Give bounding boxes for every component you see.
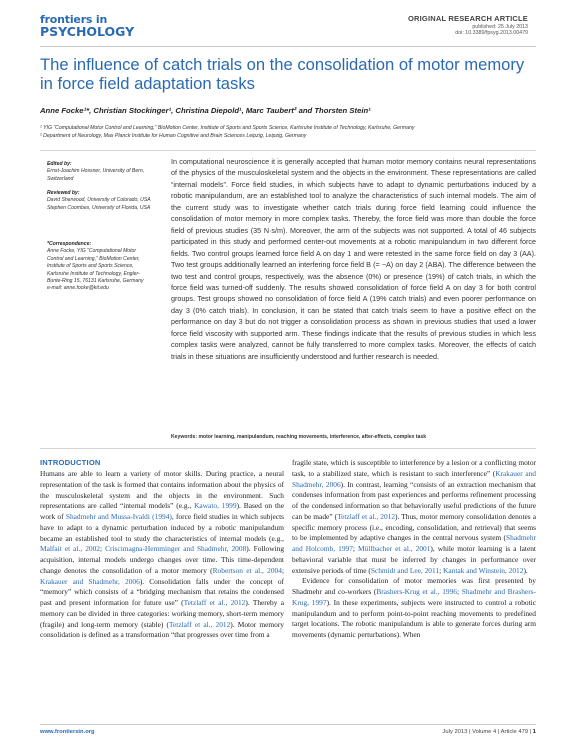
citation-link[interactable]: Criscimagna-Hemminger and Shadmehr, 2008 [105,544,247,554]
text-run: ). Consolidation falls under the concept of “memory” which consists of a “bridging mechanism that retains the condensed past and present information for future use” ( [40,576,284,607]
reviewed-by-heading: Reviewed by: [47,190,80,196]
affiliation-2: ² Department of Neurology, Max Planck Institute for Human Cognitive and Brain Sciences Leipzig, Leipzig, Germany [40,132,307,139]
correspondence-email[interactable]: e-mail: anne.focke@kit.edu [47,285,109,292]
correspondence-block [47,241,151,293]
citation-link[interactable]: Kawato, 1999 [194,501,237,511]
text-run: ). Thereby a memory can be divided in three categories: working memory, short-term memory (fragile) and long-term memory (stable) ( [40,598,284,629]
reviewed-by-block [47,190,151,212]
affiliations [40,125,540,140]
correspondence-heading: *Correspondence: [47,241,92,247]
text-run: ; [439,565,443,575]
footer-issue-info [443,729,536,735]
citation-link[interactable]: Tetzlaff et al., 2012 [168,619,231,629]
citation-link[interactable]: Müllbacher et al., 2001 [358,544,431,553]
text-run: ). [523,565,528,575]
text-run: ). Motor memory consolidation is defined as a transformation “that progresses over time from a [40,619,284,640]
article-type: ORIGINAL RESEARCH ARTICLE [407,14,528,23]
body-column-right [292,458,536,641]
abstract: In computational neuroscience it is generally accepted that human motor memory contains neural representations of the physics of the musculoskeletal system and the objects in the environment. These representations are called “internal models”. Force field studies, in which subjects have to adapt to dynamic perturbations induced by a robotic manipulandum, are an established tool to analyze the characteristics of such internal models. The aim of the current study was to investigate whether catch trials during force field learning could influence the consolidation of motor memory in more complex tasks. Thereby, the force field was more than double the force field of previous studies (35 N·s/m). Moreover, the arm of the subjects was not supported. A total of 46 subjects participated in this study and performed center-out movements at a robotic manipulandum in two different force fields. Two control groups learned force field A on day 1 and were retested in the same force field on day 3 (AA). Two test groups additionally learned an interfering force field B (= −A) on day 2 (ABA). The difference between the two test and control groups, respectively, was the absence (0%) or presence (19%) of catch trials, in which the force field was turned-off suddenly. The results showed consolidation of force field A on day 3 for both control groups. Test groups showed no consolidation of force field A (19% catch trials) and even poorer performance on day 3 (0% catch trials). In conclusion, it can be stated that catch trials seem to have a positive effect on the performance on day 3 but do not trigger a consolidation process as shown in previous studies that used a lower force field viscosity with supported arm. These findings indicate that the results of previous studies in which less complex tasks were analyzed, cannot be fully transferred to more complex tasks. Moreover, the effects of catch trials in these situations are insufficiently understood and further research is needed. [171,157,536,361]
logo-line1: frontiers in [40,13,108,26]
paragraph [292,458,536,576]
keywords-divider [40,448,536,449]
edited-by-text: Ernst-Joachim Hossner, University of Bern, Switzerland [47,168,145,182]
citation-link[interactable]: Shadmehr and Brashers-Krug, 1997 [292,587,537,607]
keywords: Keywords: motor learning, manipulandum, reaching movements, interference, after-effects, complex task [171,434,427,440]
citation-link[interactable]: Tetzlaff et al., 2012 [337,511,396,521]
text-run: ), while motor learning is a latent behavioral variable that must be inferred by changes in performance over extensive periods of time ( [292,544,536,575]
footer-website-link[interactable]: www.frontiersin.org [40,729,95,735]
citation-link[interactable]: Krakauer and Shadmehr, 2006 [40,576,140,586]
body-column-left [40,469,284,641]
edited-by-heading: Edited by: [47,161,72,167]
header-divider [40,46,536,47]
published-date: published: 25 July 2013 [472,23,528,30]
citation-link[interactable]: Brashers-Krug et al., 1996 [376,587,457,596]
edited-by-block [47,161,151,183]
text-run: fragile state, which is susceptible to interference by a lesion or a conflicting motor task, to a stabilized state, which is resistant to such interference” ( [292,458,536,478]
citation-link[interactable]: Robertson et al., 2004 [212,565,282,575]
citation-link[interactable]: Shadmehr and Mussa-Ivaldi (1994) [65,512,172,521]
text-run: Humans are able to learn a variety of motor skills. During practice, a neural representation of the task is formed that contains information about the physics of the musculoskeletal system and the objects in the environment. Such representations are called “internal models” (e.g., [40,469,284,511]
doi-link[interactable]: doi: 10.3389/fpsyg.2013.00479 [455,29,528,36]
reviewer-2: Stephen Coombes, University of Florida, USA [47,204,151,211]
article-meta [408,15,528,36]
journal-logo[interactable] [40,14,134,39]
section-heading-introduction: INTRODUCTION [40,458,101,467]
paragraph [40,469,284,641]
issue-text: July 2013 | Volume 4 | Article 479 | [442,729,533,735]
author-list: Anne Focke¹*, Christian Stockinger¹, Christina Diepold¹, Marc Taubert² and Thorsten Stein¹ [40,106,371,115]
text-run: Evidence for consolidation of motor memories was first presented by Shadmehr and co-workers ( [292,576,536,596]
page-number: 1 [532,729,536,735]
text-run: ). Based on the work of [40,501,284,521]
text-run: ; [457,587,462,596]
text-run: ). In contrast, learning “consists of an extraction mechanism that condenses information from past experiences and performs refinement processing of the condensed information so that behaviorally useful predictions of the future can be made” ( [292,479,536,521]
footer-divider [40,724,536,725]
text-run: ; [281,565,284,575]
reviewer-1: David Sherwood, University of Colorado, USA [47,197,151,204]
affiliation-divider [40,150,536,151]
citation-link[interactable]: Schmidt and Lee, 2011 [370,565,440,575]
text-run: ; [100,544,106,554]
citation-link[interactable]: Tetzlaff et al., 2012 [183,598,246,607]
text-run: , force field studies in which subjects have to adapt to a dynamic perturbation induced by a robotic manipulandum became an established tool to study the characteristics of internal models (e.g., [40,512,284,543]
text-run: ). Thus, motor memory consolidation denotes a specific memory process (i.e., encoding, consolidation, and retrieval) that seems to be implemented by adaptive changes in the central nervous system ( [292,511,536,543]
citation-link[interactable]: Shadmehr and Holcomb, 1997 [292,533,536,553]
text-run: ; [352,544,359,553]
logo-line2: PSYCHOLOGY [40,24,135,39]
article-title: The influence of catch trials on the consolidation of motor memory in force field adaptation tasks [40,55,525,93]
citation-link[interactable]: Malfait et al., 2002 [40,544,100,554]
correspondence-text: Anne Focke, YIG “Computational Motor Control and Learning,” BioMotion Center, Institute of Sports and Sports Science, Karlsruhe Institute of Technology, Engler-Bunte-Ring 15, 76131 Karlsruhe, Germany [47,248,144,285]
citation-link[interactable]: Krakauer and Shadmehr, 2006 [292,468,536,489]
paragraph [292,576,536,641]
citation-link[interactable]: Kantak and Winstein, 2012 [443,565,524,575]
text-run: ). In these experiments, subjects were instructed to control a robotic manipulandum and to perform point-to-point reaching movements to predefined target locations. The robotic manipulandum is able to generate forces during arm movements (dynamic perturbations). When [292,597,536,639]
text-run: ). Following acquisition, internal models undergo changes over time. This time-dependent change denotes the consolidation of a motor memory ( [40,544,285,575]
affiliation-1: ¹ YIG “Computational Motor Control and Learning,” BioMotion Center, Institute of Sports and Sports Science, Karlsruhe Institute of Technology, Karlsruhe, Germany [40,125,415,131]
